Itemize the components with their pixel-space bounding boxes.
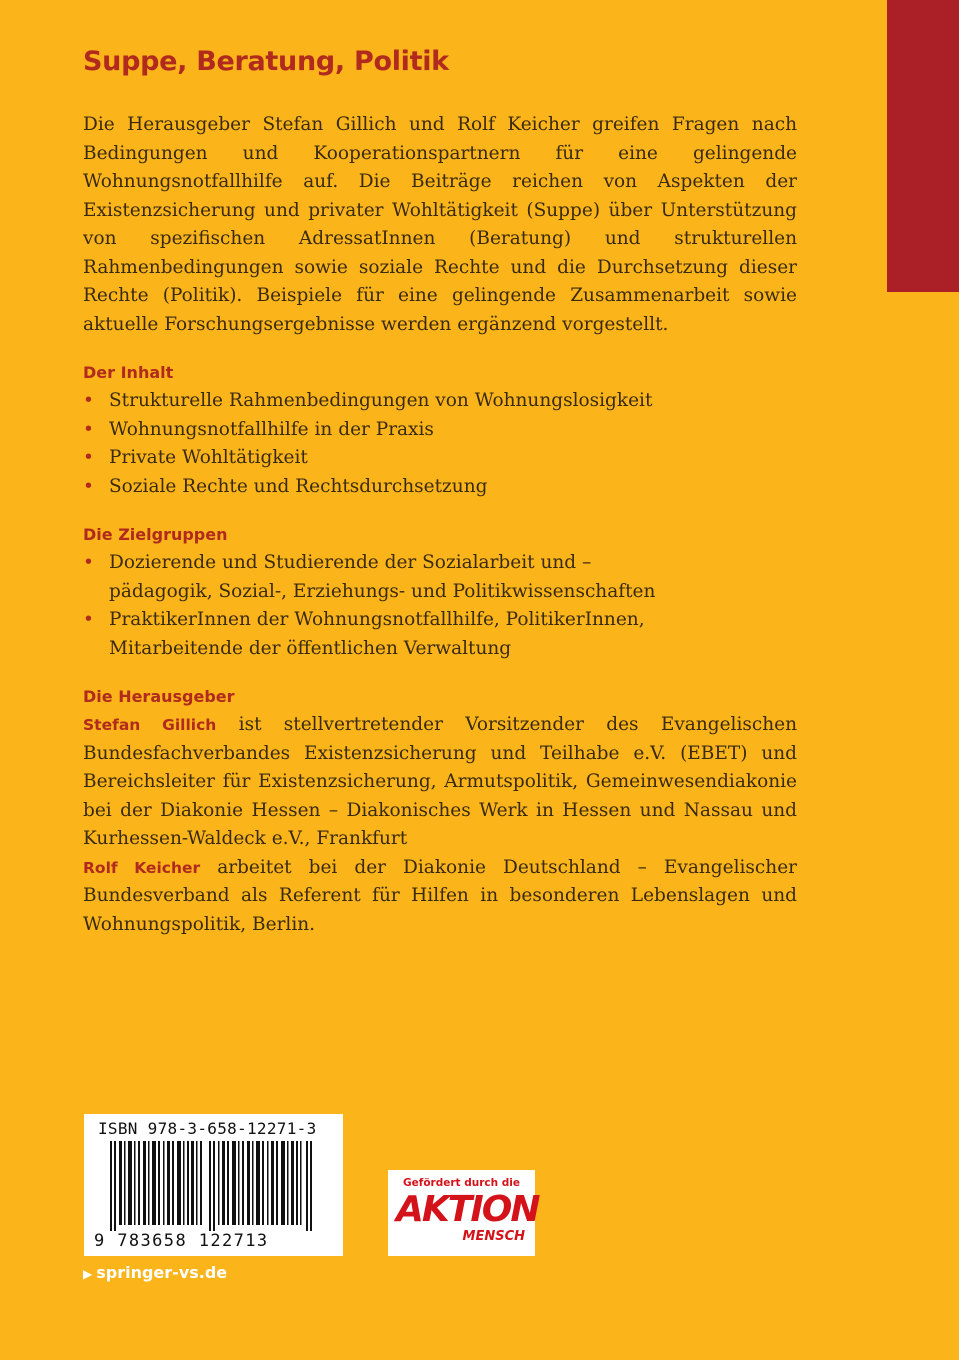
audience-heading: Die Zielgruppen: [83, 525, 228, 544]
list-item: • Wohnungsnotfallhilfe in der Praxis: [83, 416, 797, 445]
isbn-barcode: [84, 1114, 343, 1256]
bullet-icon: •: [83, 390, 94, 411]
bullet-icon: •: [83, 418, 94, 440]
bullet-icon: •: [83, 447, 94, 468]
contents-list: [83, 387, 797, 501]
editors-heading: Die Herausgeber: [83, 687, 235, 706]
aktion-mensch-logo: [388, 1170, 539, 1256]
contents-heading: Der Inhalt: [83, 363, 174, 382]
editor-name: Rolf Keicher: [83, 858, 201, 877]
barcode-bars: [110, 1141, 320, 1231]
play-arrow-icon: ▶: [83, 1267, 93, 1281]
bullet-icon: •: [83, 609, 94, 630]
editors-bios: [83, 711, 797, 939]
isbn-number: ISBN 978-3-658-12271-3: [98, 1119, 317, 1138]
sponsor-caption: Gefördert durch die: [403, 1177, 520, 1189]
editor-bio-gillich: [83, 711, 797, 854]
red-corner-tab: [887, 0, 959, 292]
editor-bio-text: ist stellvertretender Vorsitzender des Evangelischen Bundesfachverbandes Existenzsicherung und Teilhabe e.V. (EBET) und Bereichsleiter für Existenzsicherung, Armutspolitik, Gemeinwesendiakonie bei der Diakonie Hessen – Diakonisches Werk in Hessen und Nassau und Kurhessen-Waldeck e.V., Frankfurt: [83, 714, 797, 849]
list-item: • Private Wohltätigkeit: [83, 444, 797, 473]
ean-digits: 9 783658 122713: [94, 1231, 269, 1251]
list-item: • Soziale Rechte und Rechtsdurchsetzung: [83, 473, 797, 502]
sponsor-logo-word: AKTION: [396, 1189, 539, 1230]
bullet-icon: •: [83, 475, 94, 497]
list-item: • Strukturelle Rahmenbedingungen von Wohnungslosigkeit: [83, 387, 797, 416]
book-title: Suppe, Beratung, Politik: [83, 46, 449, 77]
editor-name: Stefan Gillich: [83, 716, 217, 734]
bullet-icon: •: [83, 552, 94, 573]
editor-bio-text: arbeitet bei der Diakonie Deutschland – Evangelischer Bundesverband als Referent für Hilfen in besonderen Lebenslagen und Wohnungspolitik, Berlin.: [83, 856, 797, 935]
list-item: • PraktikerInnen der Wohnungsnotfallhilfe, PolitikerInnen, Mitarbeitende der öffentlichen Verwaltung: [83, 606, 669, 663]
intro-paragraph: Die Herausgeber Stefan Gillich und Rolf Keicher greifen Fragen nach Bedingungen und Kooperationspartnern für eine gelingende Wohnungsnotfallhilfe auf. Die Beiträge reichen von Aspekten der Existenzsicherung und privater Wohltätigkeit (Suppe) über Unterstützung von spezifischen AdressatInnen (Beratung) und strukturellen Rahmenbedingungen sowie soziale Rechte und die Durchsetzung dieser Rechte (Politik). Beispiele für eine gelingende Zusammenarbeit sowie aktuelle Forschungsergebnisse werden ergänzend vorgestellt.: [83, 114, 797, 335]
audience-list: [83, 549, 683, 663]
editor-bio-keicher: [83, 854, 797, 940]
sponsor-logo-sub: MENSCH: [462, 1229, 525, 1244]
publisher-website-link[interactable]: ▶ springer-vs.de: [83, 1263, 228, 1282]
list-item: • Dozierende und Studierende der Sozialarbeit und –pädagogik, Sozial-, Erziehungs- und Politikwissenschaften: [83, 549, 683, 606]
